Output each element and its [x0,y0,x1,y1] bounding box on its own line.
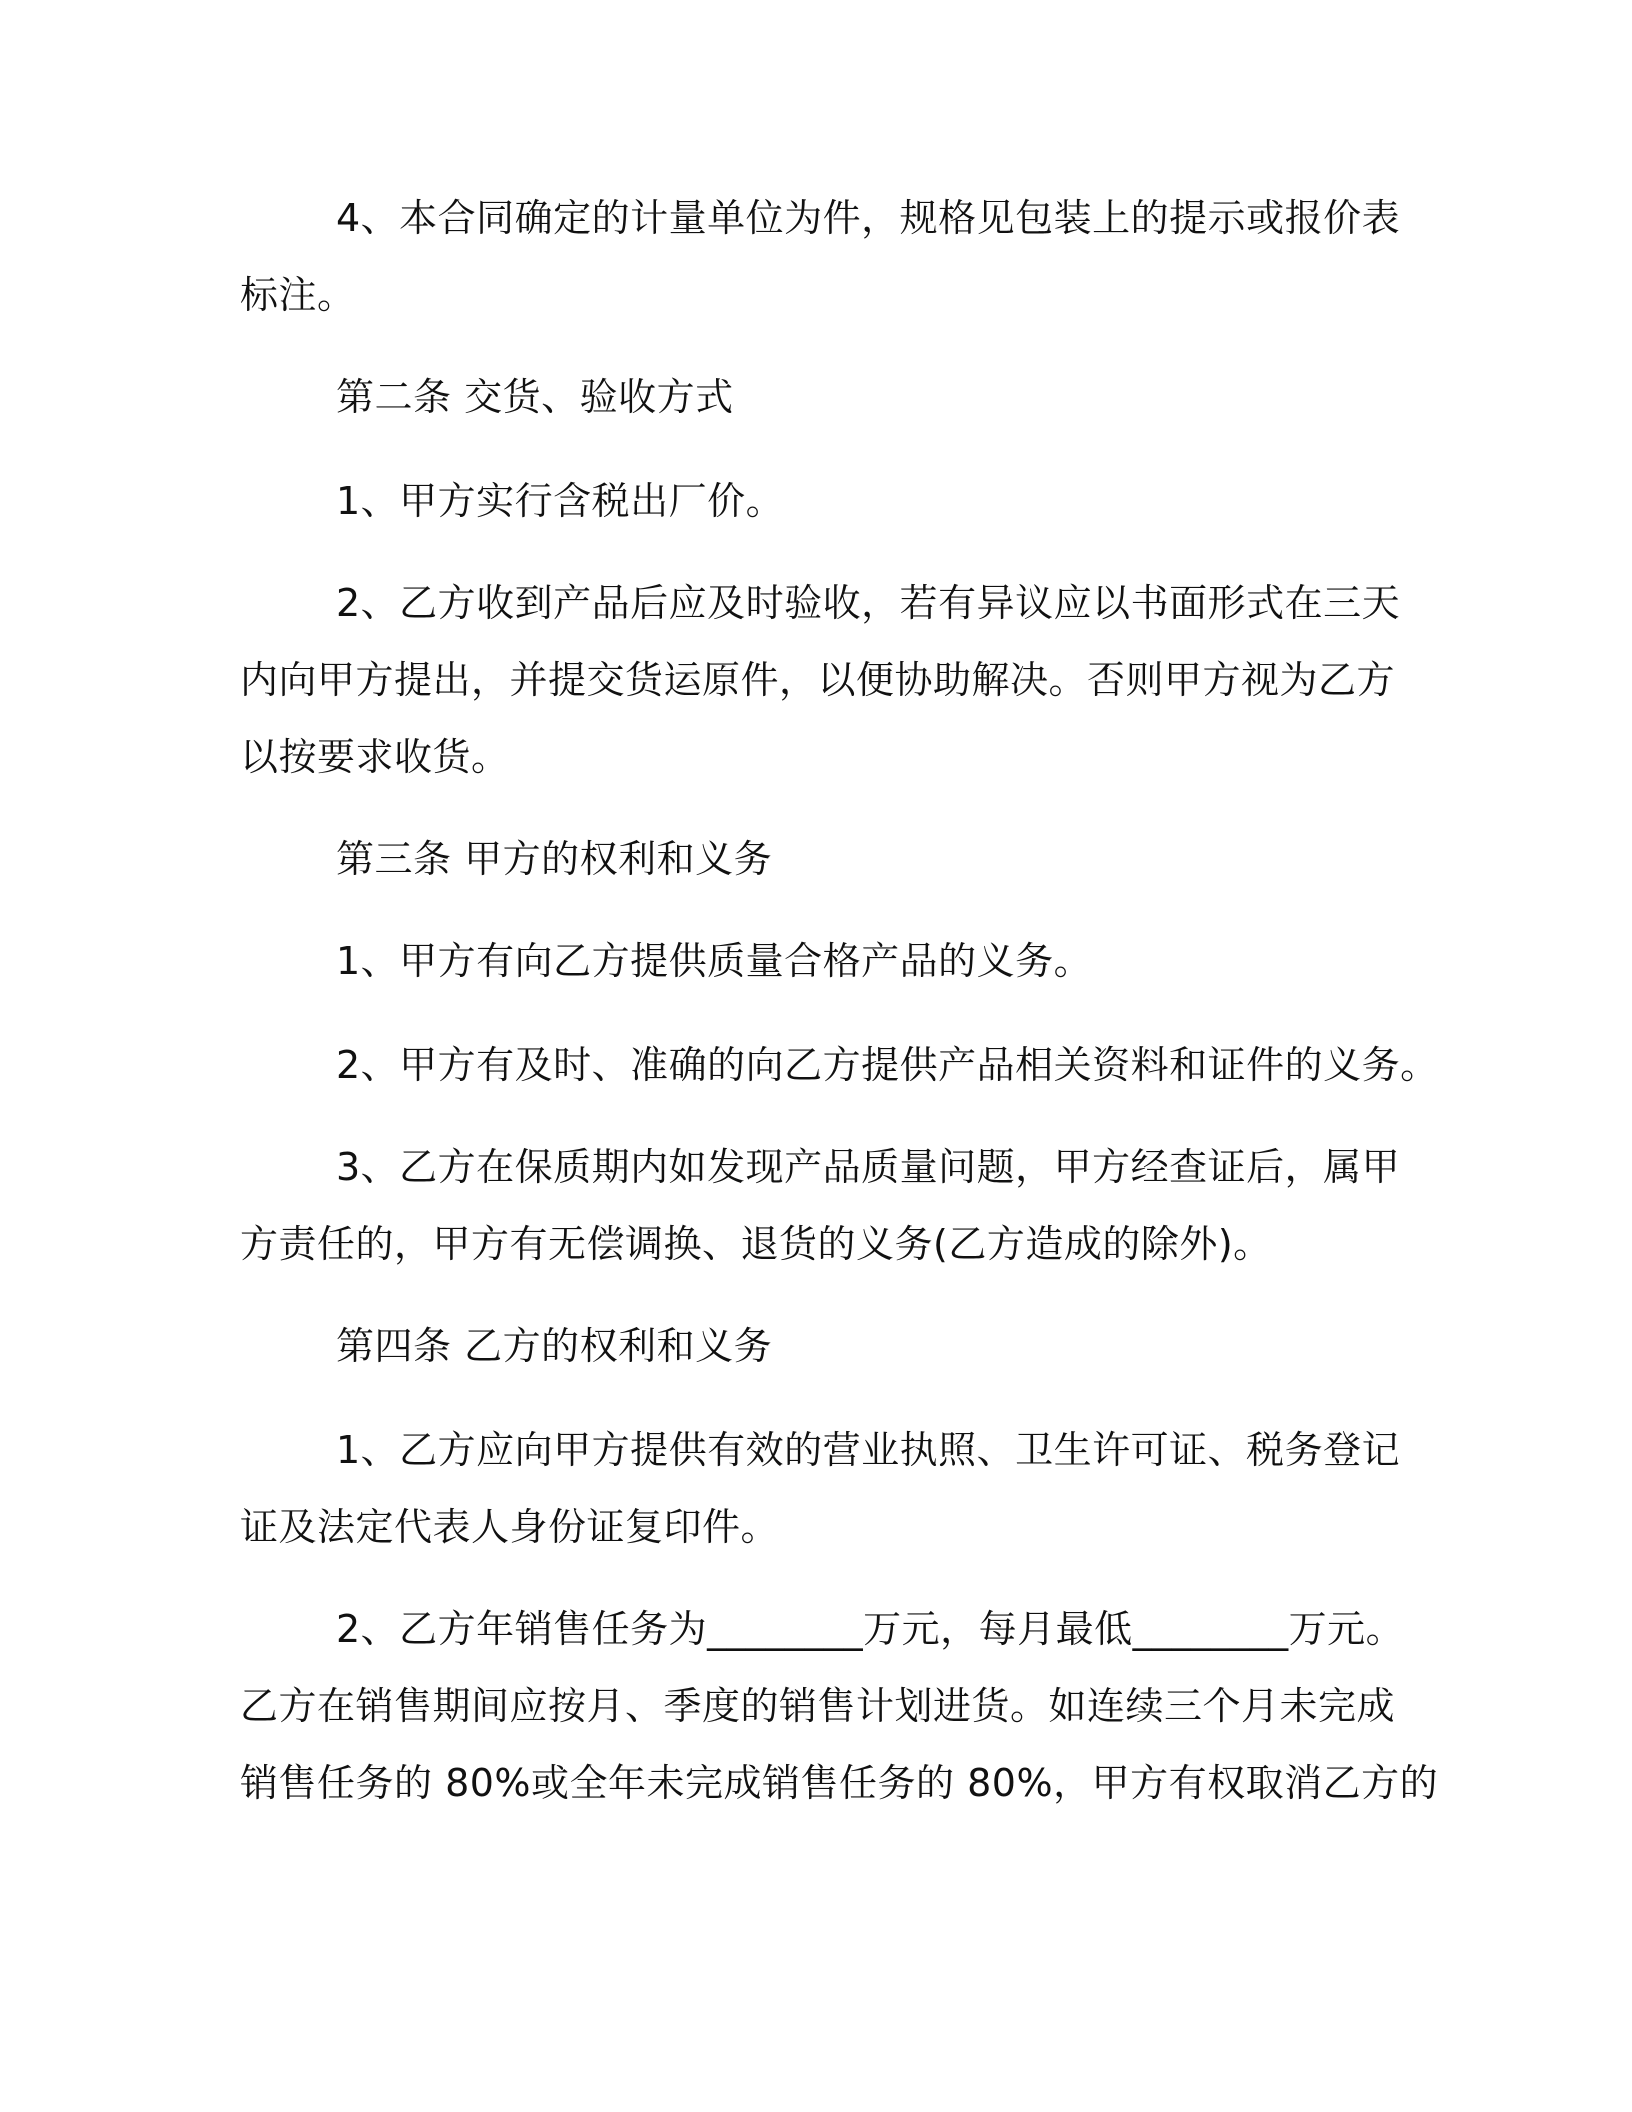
article-2-item-2-line-2: 内向甲方提出，并提交货运原件，以便协助解决。否则甲方视为乙方 [240,658,1396,702]
article-2-item-2-line-3: 以按要求收货。 [240,735,510,779]
clause-item-4-continued: 标注。 [240,273,356,317]
article-2-item-1: 1、甲方实行含税出厂价。 [336,479,785,523]
article-4-item-2-line-2: 乙方在销售期间应按月、季度的销售计划进货。如连续三个月未完成 [240,1684,1396,1728]
article-4-item-1-line-2: 证及法定代表人身份证复印件。 [240,1505,780,1549]
article-4-item-2: 2、乙方年销售任务为________万元，每月最低________万元。 [336,1607,1405,1651]
article-2-item-2: 2、乙方收到产品后应及时验收，若有异议应以书面形式在三天 [336,581,1401,625]
article-4-heading: 第四条 乙方的权利和义务 [336,1324,773,1368]
article-3-item-1: 1、甲方有向乙方提供质量合格产品的义务。 [336,939,1093,983]
article-4-item-2-line-3: 销售任务的 80%或全年未完成销售任务的 80%，甲方有权取消乙方的 [240,1761,1439,1805]
article-3-heading: 第三条 甲方的权利和义务 [336,837,773,881]
article-4-item-1: 1、乙方应向甲方提供有效的营业执照、卫生许可证、税务登记 [336,1428,1401,1472]
article-3-item-2: 2、甲方有及时、准确的向乙方提供产品相关资料和证件的义务。 [336,1043,1439,1087]
article-3-item-3-line-2: 方责任的，甲方有无偿调换、退货的义务(乙方造成的除外)。 [240,1222,1272,1266]
article-2-heading: 第二条 交货、验收方式 [336,375,734,419]
article-3-item-3: 3、乙方在保质期内如发现产品质量问题，甲方经查证后，属甲 [336,1145,1401,1189]
clause-item-4: 4、本合同确定的计量单位为件，规格见包装上的提示或报价表 [336,196,1401,240]
